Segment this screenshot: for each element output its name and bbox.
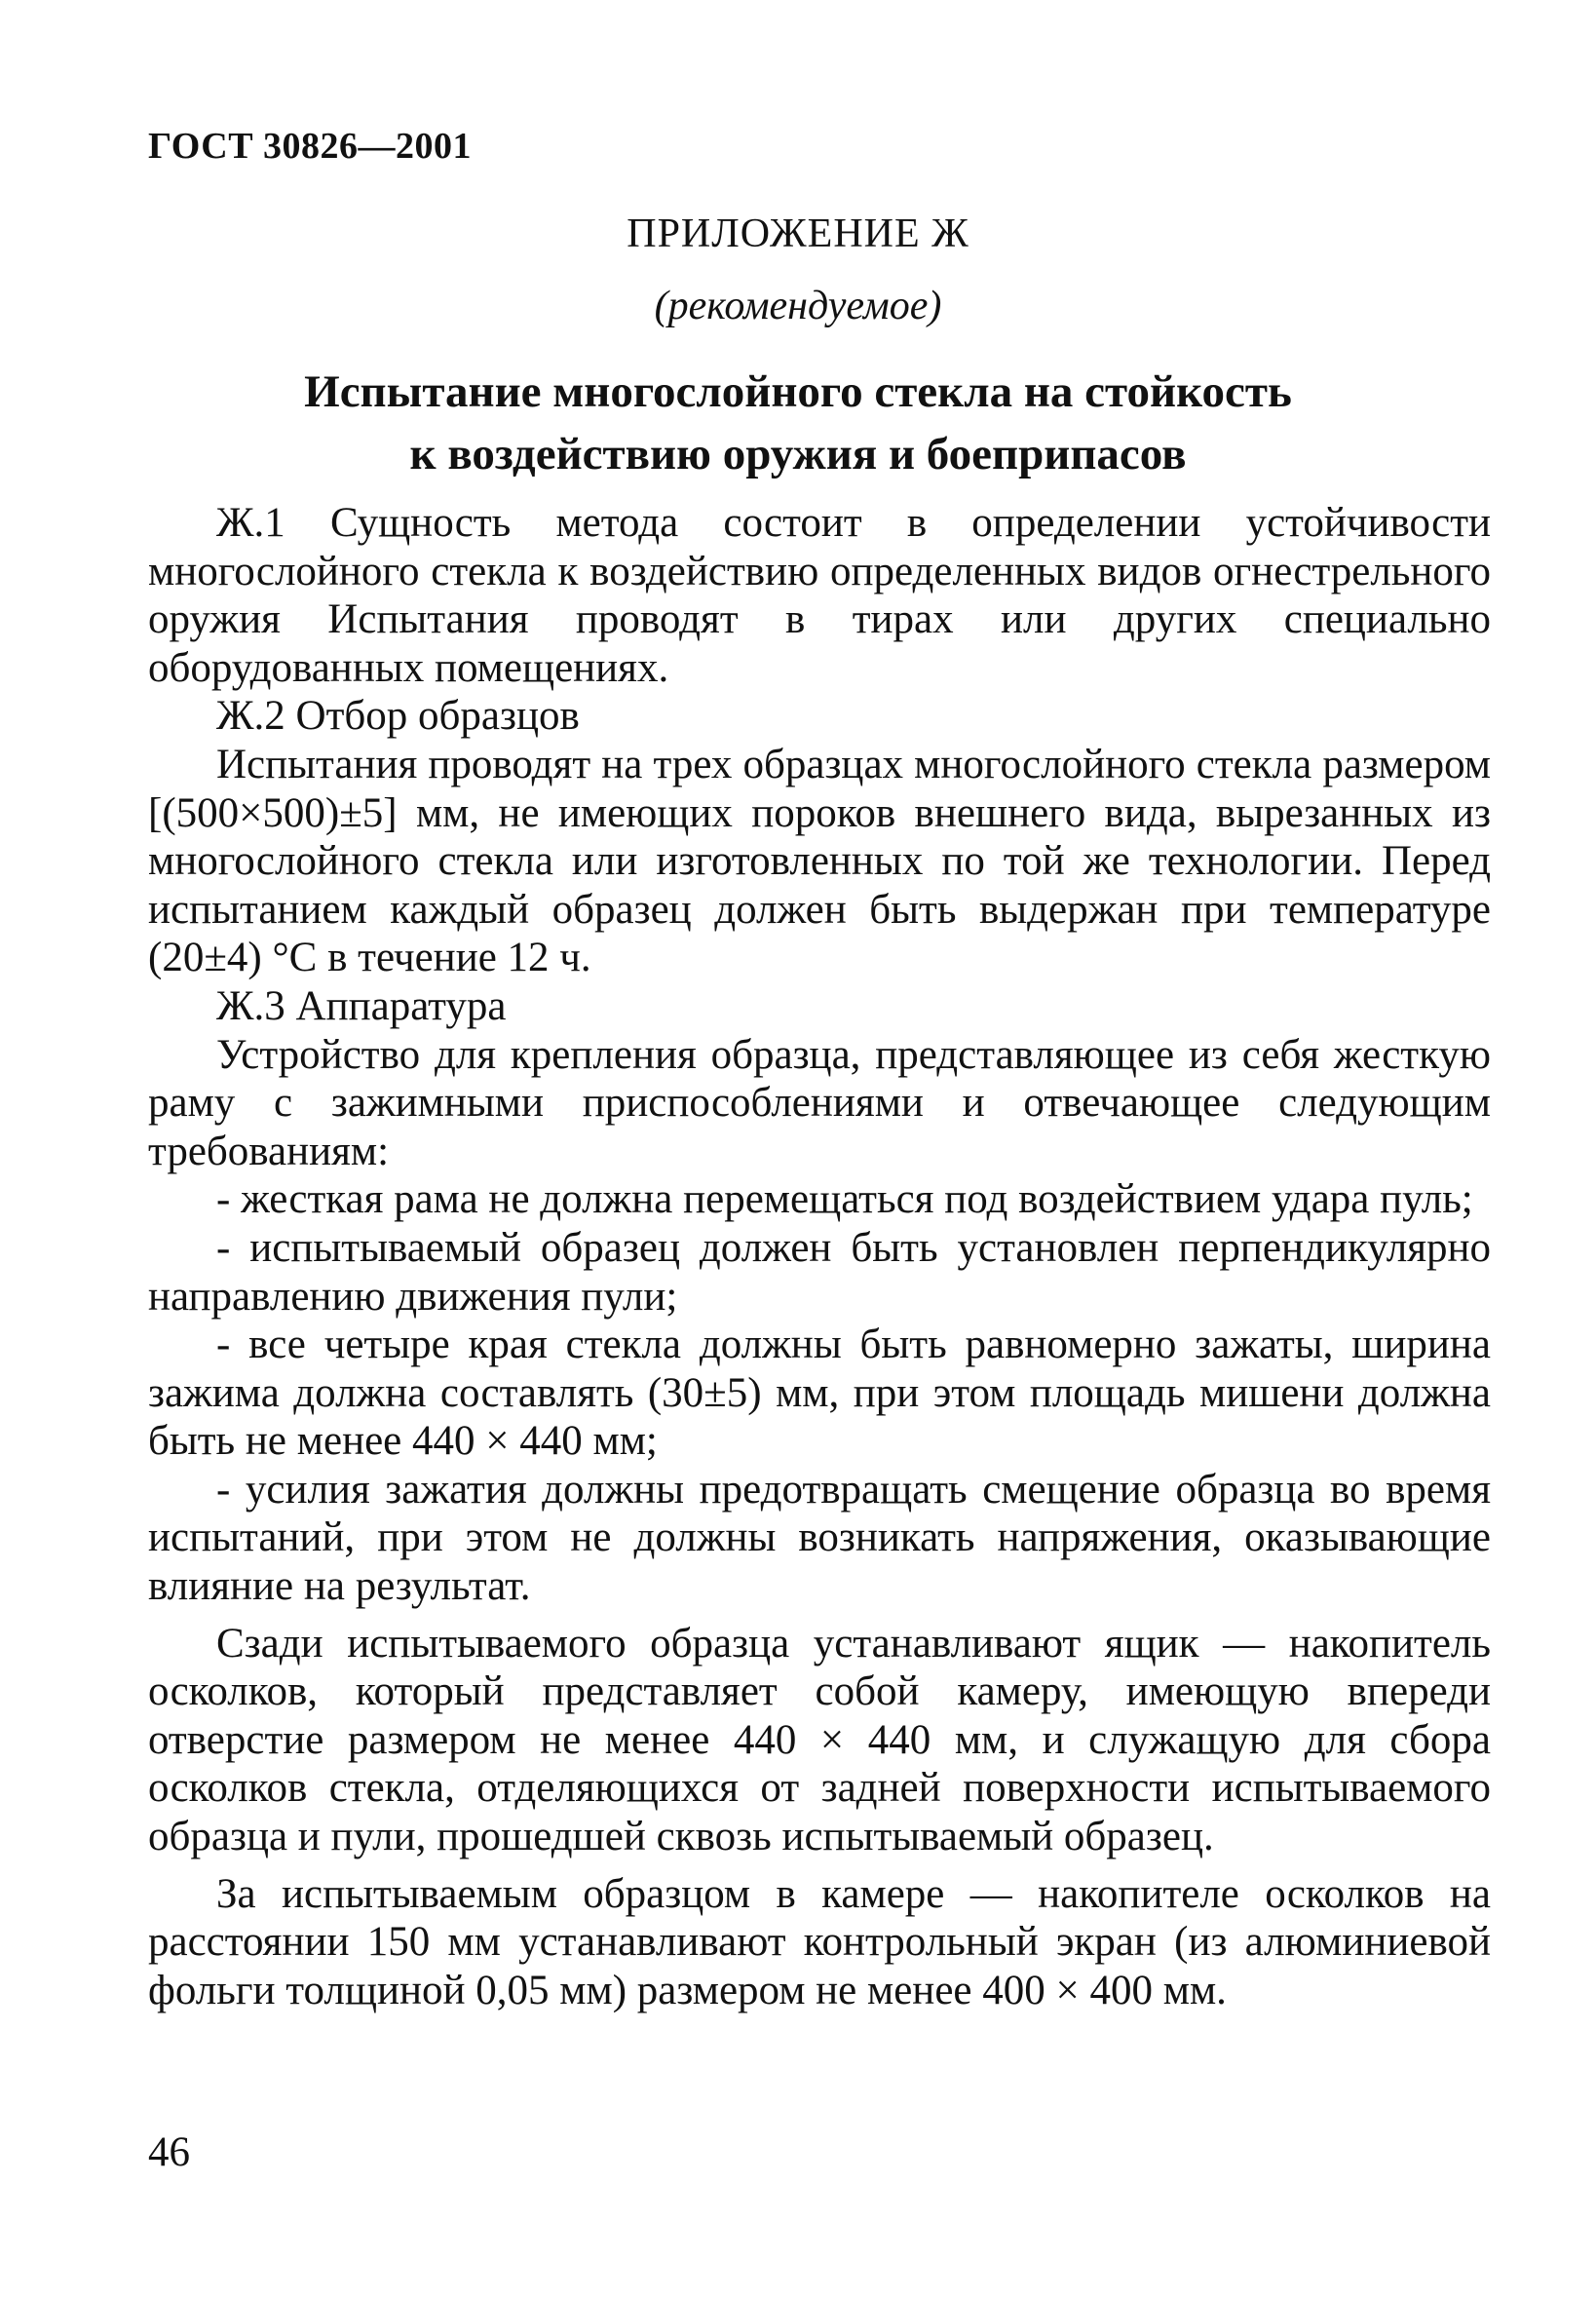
document-title-line-2: к воздействию оружия и боеприпасов (409, 429, 1187, 479)
list-item-clamping-forces: - усилия зажатия должны предотвращать смещение образца во время испытаний, при этом не должны возникать напряжения, оказывающие влияние на результат. (148, 1466, 1491, 1610)
document-title (0, 361, 1596, 485)
document-body (148, 499, 1491, 2014)
paragraph-apparatus: Устройство для крепления образца, представляющее из себя жесткую раму с зажимными приспособлениями и отвечающее следующим требованиям: (148, 1031, 1491, 1174)
appendix-title: ПРИЛОЖЕНИЕ Ж (627, 211, 969, 256)
list-item-perpendicular: - испытываемый образец должен быть установлен перпендикулярно направлению движения пули; (148, 1224, 1491, 1320)
section-heading-zh2: Ж.2 Отбор образцов (216, 693, 580, 740)
section-heading-zh3: Ж.3 Аппаратура (216, 982, 507, 1029)
appendix-type: (рекомендуемое) (654, 284, 942, 328)
paragraph-fragment-box: Сзади испытываемого образца устанавливают ящик — накопитель осколков, который представляет собой камеру, имеющую впереди отверстие размером не менее 440 × 440 мм, и служащую для сбора осколков стекла, отделяющихся от задней поверхности испытываемого образца и пули, прошедшей сквозь испытываемый образец. (148, 1620, 1491, 1860)
document-title-line-1: Испытание многослойного стекла на стойкость (304, 366, 1292, 417)
paragraph-zh1: Ж.1 Сущность метода состоит в определении устойчивости многослойного стекла к воздействию определенных видов огнестрельного оружия Испытания проводят в тирах или других специально оборудованных помещениях. (148, 500, 1491, 691)
paragraph-sampling: Испытания проводят на трех образцах многослойного стекла размером [(500×500)±5] мм, не имеющих пороков внешнего вида, вырезанных из многослойного стекла или изготовленных по той же технологии. Перед испытанием каждый образец должен быть выдержан при температуре (20±4) °С в течение 12 ч. (148, 741, 1491, 981)
list-item-clamping-edges: - все четыре края стекла должны быть равномерно зажаты, ширина зажима должна составлять (30±5) мм, при этом площадь мишени должна быть не менее 440 × 440 мм; (148, 1322, 1491, 1465)
list-item-rigid-frame: - жесткая рама не должна перемещаться под воздействием удара пуль; (216, 1176, 1473, 1223)
standard-header: ГОСТ 30826—2001 (148, 126, 473, 167)
paragraph-control-screen: За испытываемым образцом в камере — накопителе осколков на расстоянии 150 мм устанавливают контрольный экран (из алюминиевой фольги толщиной 0,05 мм) размером не менее 400 × 400 мм. (148, 1870, 1491, 2013)
page-number: 46 (148, 2129, 190, 2175)
